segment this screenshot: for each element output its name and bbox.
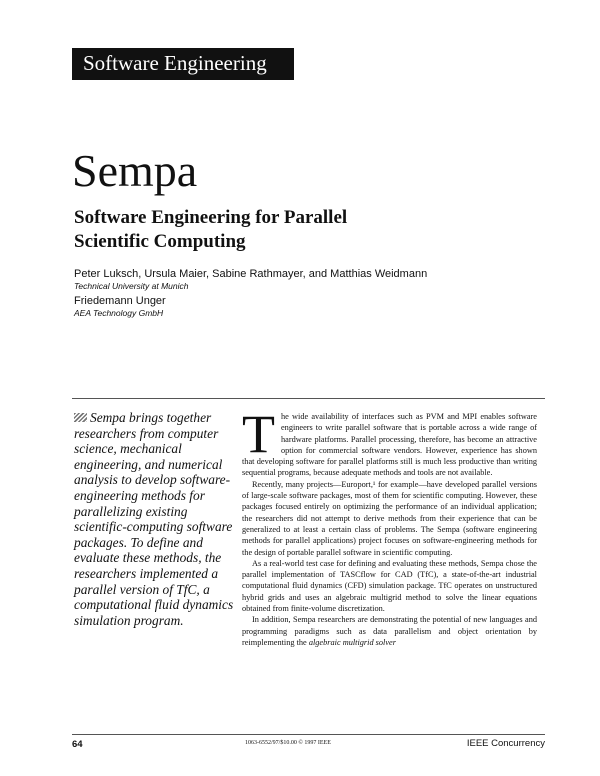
pull-quote-text: Sempa brings together researchers from computer science, mechanical engineering, and numerical analysis to develop software-engineering methods for parallelizing existing scientific-computing software packages. To define and evaluate these methods, the researchers implemented a parallel version of TfC, a computational fluid dynamics simulation program. (74, 410, 234, 628)
issn-copyright: 1063-6552/97/$10.00 © 1997 IEEE (245, 740, 331, 746)
affiliation-1: Technical University at Munich (74, 281, 189, 291)
hatch-marker-icon (74, 413, 87, 422)
author-list-1: Peter Luksch, Ursula Maier, Sabine Rathmayer, and Matthias Weidmann (74, 268, 428, 280)
article-subtitle: Software Engineering for Parallel Scientific Computing (74, 207, 348, 252)
body-paragraph: The wide availability of interfaces such as PVM and MPI enables software engineers to write parallel software that is portable across a wide range of hardware platforms. Parallel processing, therefore, has become an attractive option for commercial software vendors. However, experience has shown that developing software for parallel platforms still is much less productive than writing sequential programs, because adequate methods and tools are not available. (242, 404, 537, 478)
drop-cap: T (242, 404, 275, 464)
section-divider (72, 398, 545, 399)
affiliation-2: AEA Technology GmbH (74, 308, 164, 318)
pull-quote (74, 410, 242, 628)
author-list-2: Friedemann Unger (74, 295, 166, 307)
journal-name: IEEE Concurrency (466, 738, 545, 749)
article-body (242, 404, 537, 648)
body-paragraph: Recently, many projects—Europort,¹ for example—have developed parallel versions of large-scale software packages, most of them for scientific computing. However, these packages focused entirely on optimizing the performance of an individual application; the researchers did not attempt to derive methods from their experience that can be generalized to at least a certain class of problems. The Sempa (software engineering methods for parallel applications) project focuses on software-engineering methods for the design of portable parallel software in scientific computing. (242, 479, 537, 557)
body-paragraph: In addition, Sempa researchers are demonstrating the potential of new languages and programming paradigms such as data parallelism and object orientation by reimplementing the algebraic multigrid solver (242, 615, 537, 647)
footer-divider (72, 734, 545, 735)
article-title: Sempa (72, 145, 198, 196)
body-paragraph: As a real-world test case for defining and evaluating these methods, Sempa chose the parallel implementation of TASCflow for CAD (TfC), a state-of-the-art industrial computational fluid dynamics (CFD) simulation package. TfC operates on unstructured hybrid grids and uses an algebraic multigrid method to solve the linear equations obtained from finite-volume discretization. (242, 558, 537, 614)
page-number: 64 (72, 739, 83, 750)
section-header-label: Software Engineering (83, 51, 267, 75)
